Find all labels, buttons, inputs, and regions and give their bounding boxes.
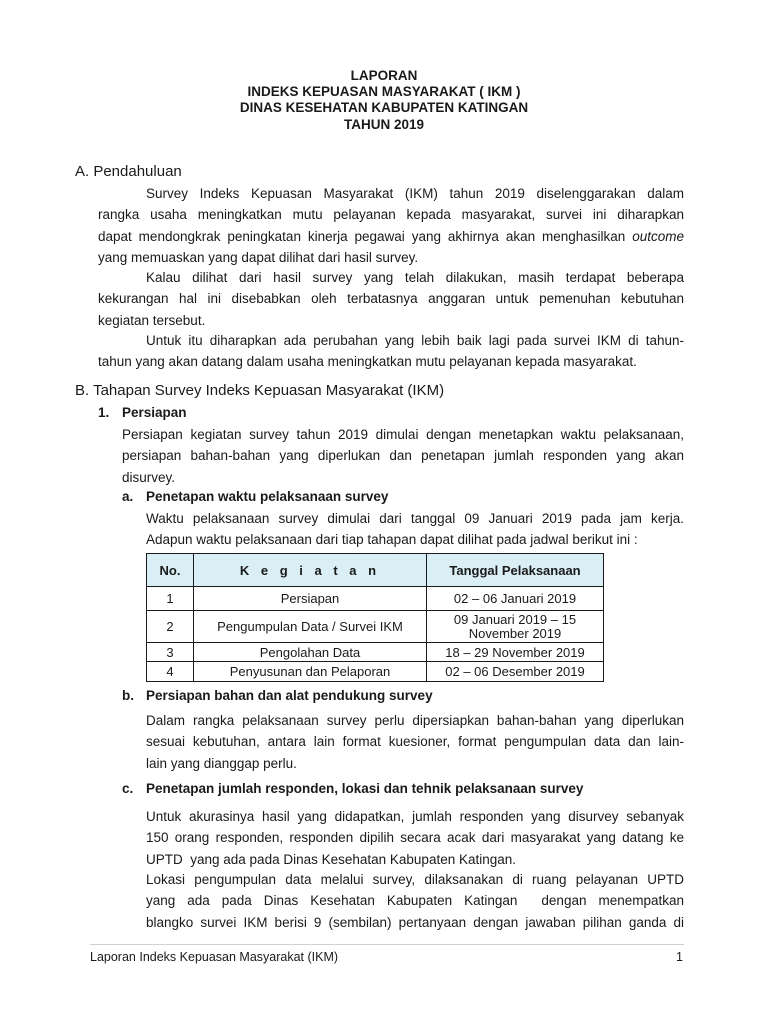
text-line: Untuk itu diharapkan ada perubahan yang lebih baik lagi pada survei IKM di tahun- — [146, 333, 684, 348]
sub-c-title: Penetapan jumlah responden, lokasi dan tehnik pelaksanaan survey — [146, 781, 584, 796]
report-title-line4: TAHUN 2019 — [343, 117, 425, 132]
text-line: 150 orang responden, responden dipilih secara acak dari masyarakat yang datang ke — [146, 830, 684, 846]
text-line: Waktu pelaksanaan survey dimulai dari tanggal 09 Januari 2019 pada jam kerja. — [146, 511, 684, 526]
text-line: Survey Indeks Kepuasan Masyarakat (IKM) tahun 2019 diselenggarakan dalam — [146, 186, 684, 201]
report-title-line1: LAPORAN — [350, 68, 418, 83]
section-a-paragraph-3 — [98, 330, 684, 373]
text-line: Adapun waktu pelaksanaan dari tiap tahapan dapat dilihat pada jadwal berikut ini : — [146, 532, 638, 548]
section-a-heading: A. Pendahuluan — [75, 163, 182, 180]
sub-a-paragraph — [146, 508, 684, 551]
schedule-table — [146, 553, 604, 682]
sub-a-title: Penetapan waktu pelaksanaan survey — [146, 489, 389, 504]
text-line: kegiatan tersebut. — [98, 312, 206, 328]
text-line — [98, 226, 684, 247]
cell-tanggal: 09 Januari 2019 – 15 November 2019 — [427, 611, 604, 643]
footer-title: Laporan Indeks Kepuasan Masyarakat (IKM) — [90, 950, 339, 964]
page-number: 1 — [676, 950, 683, 964]
text-line: persiapan bahan-bahan yang diperlukan dan penetapan jumlah responden yang akan — [122, 448, 684, 464]
table-row — [147, 662, 604, 682]
item-1-title: Persiapan — [122, 405, 187, 420]
sub-c-letter: c. — [122, 781, 134, 796]
cell-no: 4 — [147, 662, 194, 682]
text-line: Lokasi pengumpulan data melalui survey, dilaksanakan di ruang pelayanan UPTD — [146, 872, 684, 887]
cell-no: 1 — [147, 587, 194, 611]
sub-a-letter: a. — [122, 489, 134, 504]
text-line: blangko survei IKM berisi 9 (sembilan) pertanyaan dengan jawaban pilihan ganda di — [146, 914, 684, 930]
text-line: Persiapan kegiatan survey tahun 2019 dimulai dengan menetapkan waktu pelaksanaan, — [122, 427, 684, 442]
text-segment: dapat mendongkrak peningkatan kinerja pegawai yang akhirnya akan menghasilkan — [98, 228, 626, 244]
header-kegiatan: K e g i a t a n — [194, 554, 427, 587]
text-line: disurvey. — [122, 469, 176, 485]
text-line: kekurangan hal ini disebabkan oleh terbatasnya anggaran untuk pemenuhan kebutuhan — [98, 291, 684, 307]
text-line: tahun yang akan datang dalam usaha meningkatkan mutu pelayanan kepada masyarakat. — [98, 354, 637, 370]
text-line: Dalam rangka pelaksanaan survey perlu dipersiapkan bahan-bahan yang diperlukan — [146, 713, 684, 728]
header-tanggal: Tanggal Pelaksanaan — [427, 554, 604, 587]
report-title-line3: DINAS KESEHATAN KABUPATEN KATINGAN — [239, 100, 529, 115]
italic-term: outcome — [632, 228, 684, 244]
sub-c-paragraph-1 — [146, 806, 684, 870]
text-line: rangka usaha meningkatkan mutu pelayanan kepada masyarakat, survei ini diharapkan — [98, 207, 684, 223]
item-1-number: 1. — [98, 405, 110, 420]
sub-c-paragraph-2 — [146, 869, 684, 933]
cell-tanggal: 02 – 06 Januari 2019 — [427, 587, 604, 611]
table-header-row — [147, 554, 604, 587]
cell-tanggal: 02 – 06 Desember 2019 — [427, 662, 604, 682]
text-line: Kalau dilihat dari hasil survey yang telah dilakukan, masih terdapat beberapa — [146, 270, 684, 285]
cell-no: 2 — [147, 611, 194, 643]
text-line: sesuai kebutuhan, antara lain format kuesioner, format pengumpulan data dan lain- — [146, 734, 684, 750]
footer-divider — [90, 944, 684, 945]
text-line: yang memuaskan yang dapat dilihat dari hasil survey. — [98, 249, 419, 265]
text-line: UPTD yang ada pada Dinas Kesehatan Kabupaten Katingan. — [146, 851, 517, 867]
section-b-heading: B. Tahapan Survey Indeks Kepuasan Masyarakat (IKM) — [75, 382, 445, 399]
report-title-line2: INDEKS KEPUASAN MASYARAKAT ( IKM ) — [247, 84, 521, 99]
cell-no: 3 — [147, 643, 194, 662]
table-row — [147, 643, 604, 662]
cell-kegiatan: Pengolahan Data — [194, 643, 427, 662]
sub-b-title: Persiapan bahan dan alat pendukung survey — [146, 688, 433, 703]
table-row — [147, 611, 604, 643]
cell-tanggal: 18 – 29 November 2019 — [427, 643, 604, 662]
item-1-paragraph — [122, 424, 684, 488]
cell-kegiatan: Penyusunan dan Pelaporan — [194, 662, 427, 682]
cell-kegiatan: Pengumpulan Data / Survei IKM — [194, 611, 427, 643]
table-row — [147, 587, 604, 611]
sub-b-letter: b. — [122, 688, 134, 703]
text-line: yang ada pada Dinas Kesehatan Kabupaten Katingan dengan menempatkan — [146, 893, 684, 909]
header-no: No. — [147, 554, 194, 587]
cell-kegiatan: Persiapan — [194, 587, 427, 611]
section-a-paragraph-2 — [98, 267, 684, 331]
text-line: Untuk akurasinya hasil yang didapatkan, jumlah responden yang disurvey sebanyak — [146, 809, 684, 824]
section-a-paragraph-1 — [98, 183, 684, 268]
sub-b-paragraph — [146, 710, 684, 774]
text-line: lain yang dianggap perlu. — [146, 755, 297, 771]
